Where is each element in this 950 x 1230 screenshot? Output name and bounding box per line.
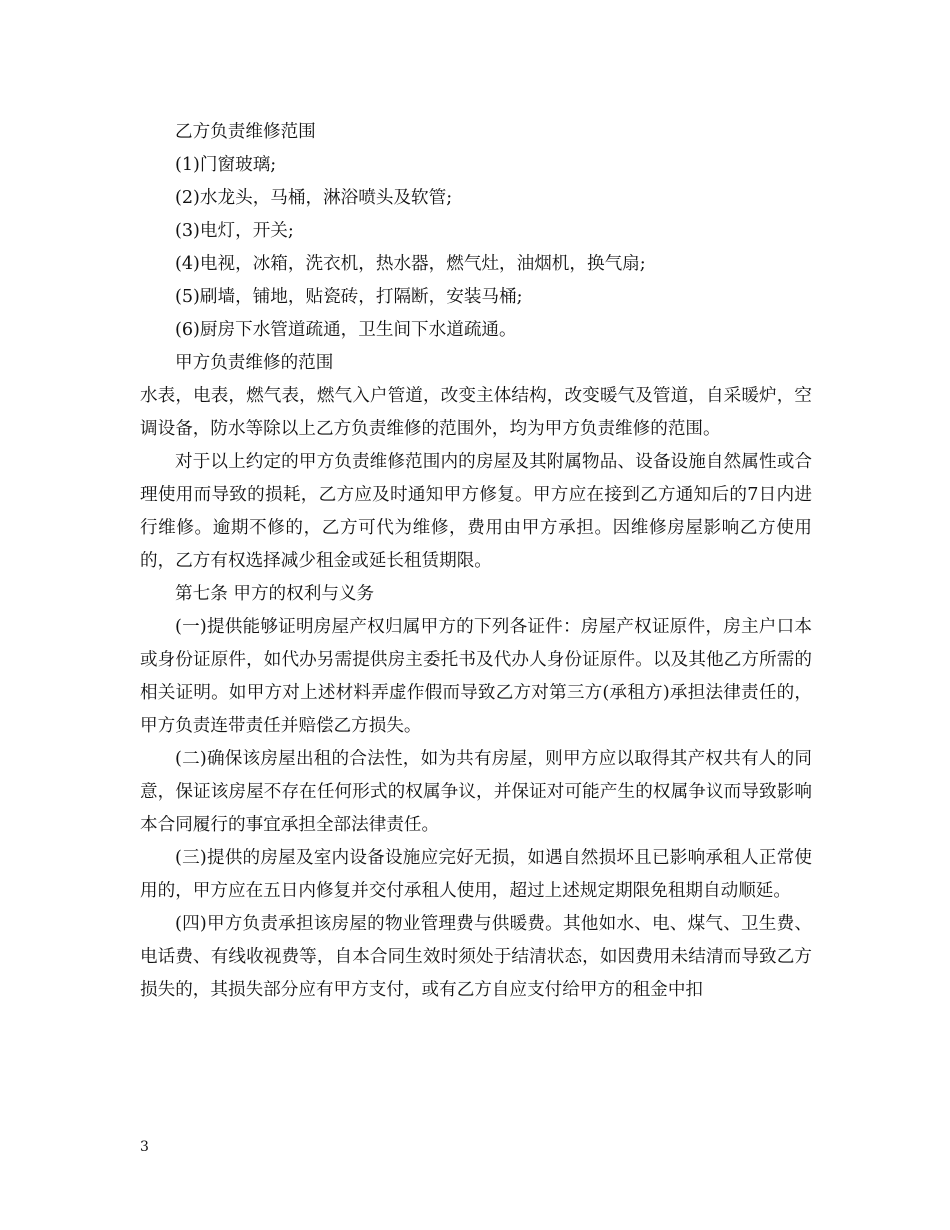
list-item-5: (5)刷墙，铺地，贴瓷砖，打隔断，安装马桶;: [175, 287, 523, 307]
clause-3: (三)提供的房屋及室内设备设施应完好无损，如遇自然损坏且已影响承租人正常使用的，甲方应在五日内修复并交付承租人使用，超过上述规定期限免租期自动顺延。: [140, 848, 812, 901]
paragraph-repair-notice: 对于以上约定的甲方负责维修范围内的房屋及其附属物品、设备设施自然属性或合理使用而导致的损耗，乙方应及时通知甲方修复。甲方应在接到乙方通知后的7日内进行维修。逾期不修的，乙方可代为维修，费用由甲方承担。因维修房屋影响乙方使用的，乙方有权选择减少租金或延长租赁期限。: [140, 452, 812, 571]
list-item-3: (3)电灯，开关;: [175, 221, 294, 241]
heading-party-a-repair-scope: 甲方负责维修的范围: [175, 353, 334, 373]
document-body: [140, 116, 812, 1007]
clause-1: (一)提供能够证明房屋产权归属甲方的下列各证件：房屋产权证原件，房主户口本或身份证原件，如代办另需提供房主委托书及代办人身份证原件。以及其他乙方所需的相关证明。如甲方对上述材料弄虚作假而导致乙方对第三方(承租方)承担法律责任的，甲方负责连带责任并赔偿乙方损失。: [140, 617, 812, 736]
clause-4: (四)甲方负责承担该房屋的物业管理费与供暖费。其他如水、电、煤气、卫生费、电话费、有线收视费等，自本合同生效时须处于结清状态，如因费用未结清而导致乙方损失的，其损失部分应有甲方支付，或有乙方自应支付给甲方的租金中扣: [140, 914, 812, 1000]
list-item-2: (2)水龙头，马桶，淋浴喷头及软管;: [175, 188, 453, 208]
heading-party-b-repair-scope: 乙方负责维修范围: [175, 122, 316, 142]
article-seven-heading: 第七条 甲方的权利与义务: [175, 584, 375, 604]
list-item-6: (6)厨房下水管道疏通，卫生间下水道疏通。: [175, 320, 517, 340]
list-item-4: (4)电视，冰箱，洗衣机，热水器，燃气灶，油烟机，换气扇;: [175, 254, 646, 274]
page-number: 3: [140, 1139, 149, 1155]
list-item-1: (1)门窗玻璃;: [175, 155, 277, 175]
paragraph-party-a-scope: 水表，电表，燃气表，燃气入户管道，改变主体结构，改变暖气及管道，自采暖炉，空调设备，防水等除以上乙方负责维修的范围外，均为甲方负责维修的范围。: [140, 386, 812, 439]
clause-2: (二)确保该房屋出租的合法性，如为共有房屋，则甲方应以取得其产权共有人的同意，保证该房屋不存在任何形式的权属争议，并保证对可能产生的权属争议而导致影响本合同履行的事宜承担全部法律责任。: [140, 749, 812, 835]
